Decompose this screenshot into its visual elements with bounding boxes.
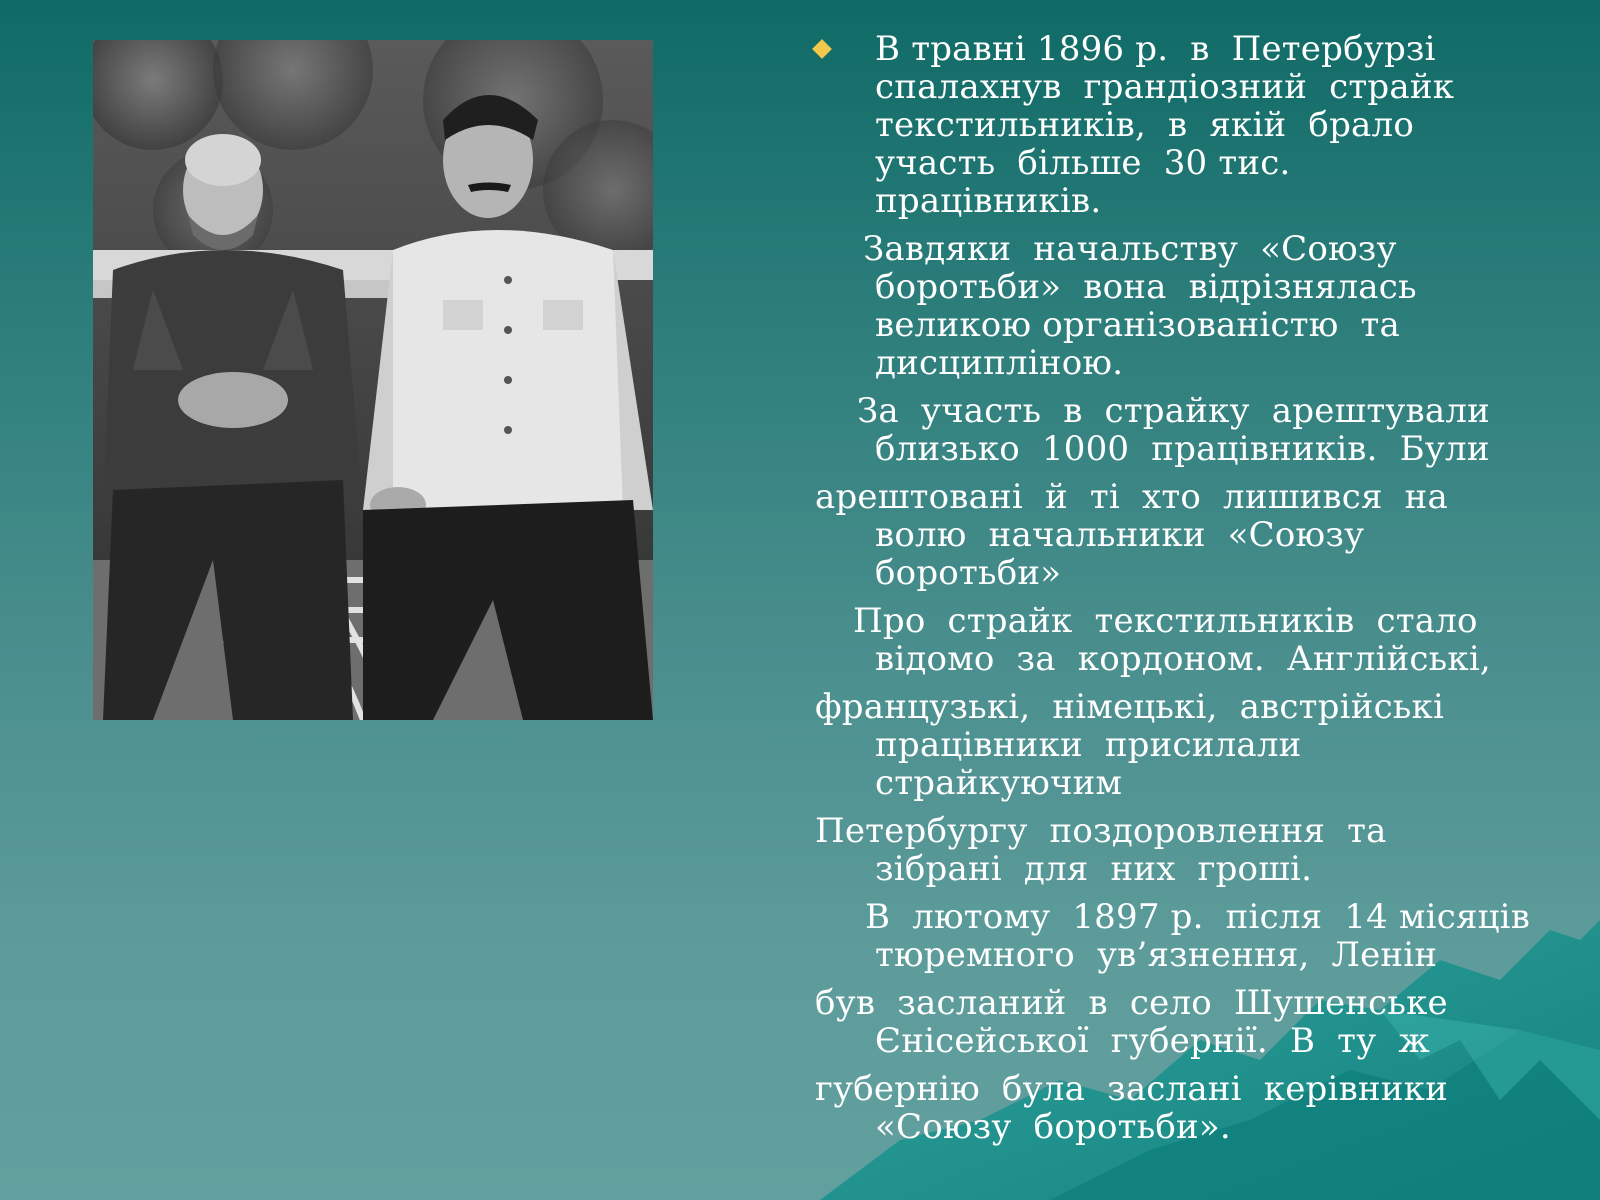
paragraph-line: Завдяки начальству «Союзу	[863, 229, 1397, 269]
paragraph-line: дисципліною.	[875, 343, 1124, 383]
paragraph-line: За участь в страйку арештували	[857, 391, 1491, 431]
paragraph-line: Петербургу поздоровлення та	[815, 811, 1387, 851]
paragraph-line: губернію була заслані керівники	[815, 1069, 1448, 1109]
text-content	[815, 30, 1535, 1156]
paragraph-4	[815, 602, 1535, 888]
paragraph-line: зібрані для них гроші.	[875, 849, 1313, 889]
photo-illustration	[93, 40, 653, 720]
paragraph-line: спалахнув грандіозний страйк	[875, 67, 1455, 107]
paragraph-line: участь більше 30 тис.	[875, 143, 1291, 183]
paragraph-line: страйкуючим	[875, 763, 1123, 803]
paragraph-line: Єнісейської губернії. В ту ж	[875, 1021, 1430, 1061]
paragraph-line: працівники присилали	[875, 725, 1302, 765]
paragraph-line: відомо за кордоном. Англійські,	[875, 639, 1491, 679]
paragraph-2	[815, 230, 1535, 382]
paragraph-line: боротьби» вона відрізнялась	[875, 267, 1417, 307]
paragraph-line: великою організованістю та	[875, 305, 1401, 345]
paragraph-line: В травні 1896 р. в Петербурзі	[875, 29, 1436, 69]
paragraph-line: арештовані й ті хто лишився на	[815, 477, 1448, 517]
paragraph-line: французькі, німецькі, австрійські	[815, 687, 1445, 727]
paragraph-line: близько 1000 працівників. Були	[875, 429, 1490, 469]
paragraph-line: волю начальники «Союзу	[875, 515, 1365, 555]
paragraph-line: Про страйк текстильників стало	[853, 601, 1478, 641]
paragraph-line: тюремного ув’язнення, Ленін	[875, 935, 1438, 975]
paragraph-line: «Союзу боротьби».	[875, 1107, 1231, 1147]
paragraph-line: працівників.	[875, 181, 1102, 221]
paragraph-line: В лютому 1897 р. після 14 місяців	[865, 897, 1531, 937]
historical-photo	[93, 40, 653, 720]
paragraph-line: боротьби»	[875, 553, 1062, 593]
paragraph-1	[815, 30, 1535, 220]
paragraph-line: був засланий в село Шушенське	[815, 983, 1448, 1023]
paragraph-line: текстильників, в якій брало	[875, 105, 1414, 145]
paragraph-5	[815, 898, 1535, 1146]
paragraph-3	[815, 392, 1535, 592]
